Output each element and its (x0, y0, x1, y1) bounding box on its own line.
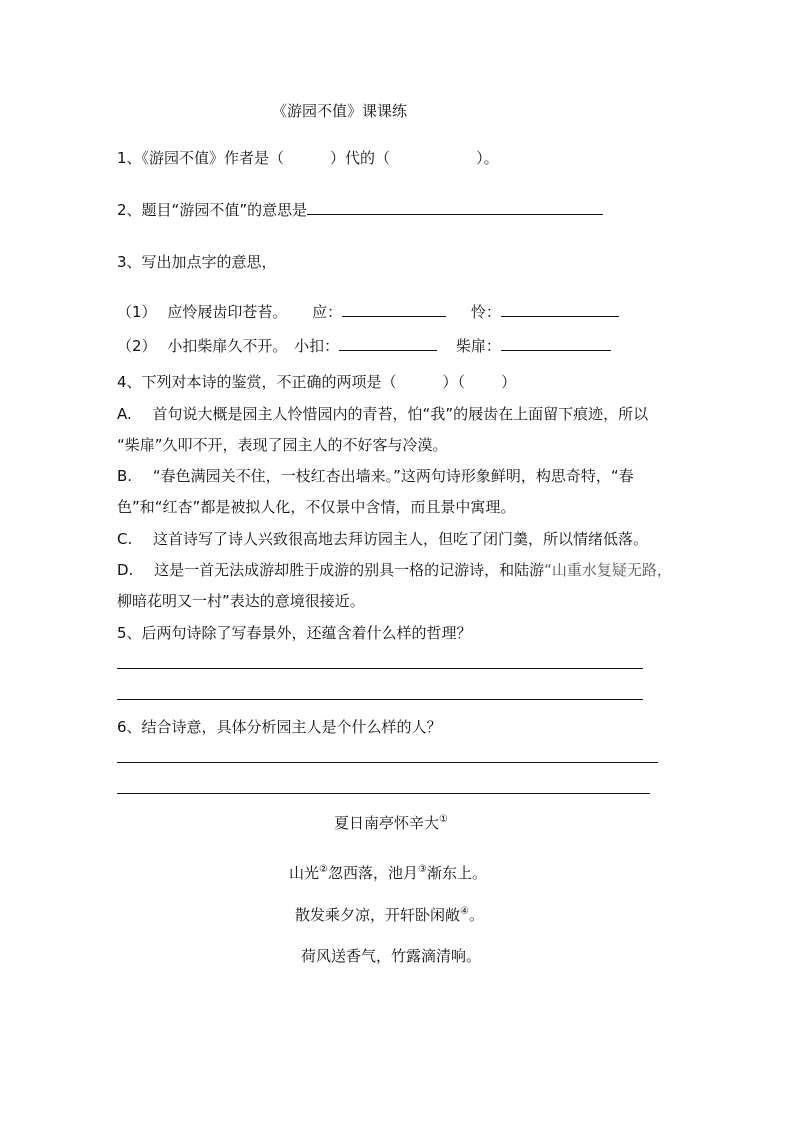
poem-text: 。 (468, 906, 484, 924)
poem-line: 小扣柴扉久不开。 (167, 337, 288, 355)
option-a-cont: “柴扉”久叩不开，表现了园主人的不好客与冷漠。 (117, 436, 448, 454)
poem-line: 应怜屐齿印苍苔。 (167, 303, 288, 321)
option-label: B. (117, 467, 133, 485)
keyword-label: 怜： (470, 303, 501, 321)
question-5: 5、后两句诗除了写春景外，还蕴含着什么样的哲理？ (117, 624, 472, 642)
answer-line-q2[interactable] (307, 200, 603, 215)
question-1-text-a: 1、《游园不值》作者是（ (117, 149, 285, 167)
footnote-mark: ④ (460, 906, 469, 917)
answer-line-chaifei[interactable] (501, 336, 611, 351)
option-c (117, 528, 648, 549)
question-3-2 (117, 335, 611, 356)
option-text: 这首诗写了诗人兴致很高地去拜访园主人，但吃了闭门羹，所以情绪低落。 (153, 530, 649, 548)
option-b-cont: 色”和“红杏”都是被拟人化，不仅景中含情，而且景中寓理。 (117, 498, 516, 516)
question-2 (117, 199, 603, 220)
answer-line-q6-1[interactable] (117, 762, 658, 763)
option-text: 这是一首无法成游却胜于成游的别具一格的记游诗，和陆游 (154, 561, 545, 579)
question-4-text: 4、下列对本诗的鉴赏，不正确的两项是（ (117, 373, 397, 391)
option-b (117, 465, 634, 486)
question-3-1 (117, 301, 619, 322)
option-text: “春色满园关不住，一枝红杏出墙来。”这两句诗形象鲜明，构思奇特，“春 (152, 467, 634, 485)
question-4-mid: ）（ (442, 373, 466, 391)
option-quote: “山重水复疑无路， (544, 561, 672, 579)
answer-line-xiaokou[interactable] (339, 336, 437, 351)
keyword-label: 应： (312, 303, 343, 321)
poem-title-text: 夏日南亭怀辛大 (334, 814, 440, 832)
poem-line-2 (295, 904, 484, 925)
keyword-label: 柴扉： (455, 337, 501, 355)
option-d (117, 559, 672, 580)
footnote-mark: ③ (418, 864, 427, 875)
option-text: 首句说大概是园主人怜惜园内的青苔，怕“我”的屐齿在上面留下痕迹，所以 (152, 405, 649, 423)
answer-line-q6-2[interactable] (117, 793, 650, 794)
poem-text: 忽西落，池月 (327, 864, 418, 882)
answer-line-q5-1[interactable] (117, 668, 643, 669)
answer-line-q5-2[interactable] (117, 699, 643, 700)
poem-line-3: 荷风送香气，竹露滴清响。 (301, 947, 482, 965)
question-3: 3、写出加点字的意思， (117, 253, 277, 271)
poem-line-1 (289, 862, 487, 883)
footnote-mark: ① (439, 814, 448, 825)
option-d-cont: 柳暗花明又一村”表达的意境很接近。 (117, 592, 365, 610)
option-label: D. (117, 561, 134, 579)
option-label: C. (117, 530, 133, 548)
question-2-text: 2、题目“游园不值”的意思是 (117, 201, 308, 219)
item-number: （1） (117, 303, 157, 321)
question-4-end: ） (501, 373, 517, 391)
option-a (117, 403, 648, 424)
page-title: 《游园不值》课课练 (272, 102, 408, 120)
question-4 (117, 371, 516, 392)
question-1-text-b: ）代的（ (330, 149, 391, 167)
item-number: （2） (117, 337, 157, 355)
answer-line-ying[interactable] (342, 302, 446, 317)
poem-text: 山光 (289, 864, 320, 882)
footnote-mark: ② (319, 864, 328, 875)
poem-title (334, 812, 448, 833)
poem-text: 散发乘夕凉，开轩卧闲敞 (295, 906, 461, 924)
question-1 (117, 147, 499, 168)
question-6: 6、结合诗意，具体分析园主人是个什么样的人？ (117, 718, 442, 736)
poem-text: 渐东上。 (426, 864, 487, 882)
question-1-text-c: ）。 (476, 149, 499, 167)
keyword-label: 小扣： (294, 337, 340, 355)
answer-line-lian[interactable] (501, 302, 619, 317)
option-label: A. (117, 405, 132, 423)
